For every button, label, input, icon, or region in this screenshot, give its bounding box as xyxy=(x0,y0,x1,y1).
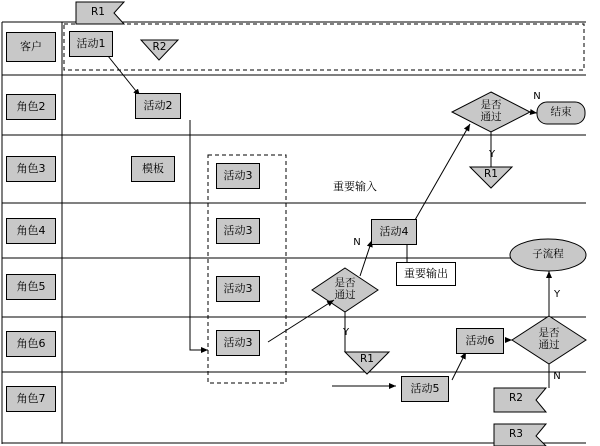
terminator-subprocess: 子流程 xyxy=(532,248,564,261)
task-activity-3-a[interactable]: 活动3 xyxy=(216,163,260,189)
edge-label-n-1: N xyxy=(533,90,541,102)
edge-label-y-1: Y xyxy=(488,148,496,160)
reference-r2-top: R2 xyxy=(152,40,167,53)
task-activity-3-c[interactable]: 活动3 xyxy=(216,276,260,302)
task-activity-3-d[interactable]: 活动3 xyxy=(216,330,260,356)
reference-r1-mid: R1 xyxy=(484,168,498,181)
reference-r1-top: R1 xyxy=(91,6,105,19)
lane-label-1: 客户 xyxy=(6,32,56,62)
annotation-key-input: 重要输入 xyxy=(333,180,377,193)
terminator-end: 结束 xyxy=(550,106,572,119)
task-template[interactable]: 模板 xyxy=(131,156,175,182)
decision-approve-2[interactable]: 是否 通过 xyxy=(334,277,356,301)
edge-label-y-2: Y xyxy=(342,326,350,338)
edge-label-y-3: Y xyxy=(553,288,561,300)
task-activity-2[interactable]: 活动2 xyxy=(135,93,181,119)
reference-r2-bottom: R2 xyxy=(509,392,523,405)
reference-r1-bottom: R1 xyxy=(360,353,374,366)
decision-approve-1[interactable]: 是否 通过 xyxy=(480,99,502,123)
decision-approve-3[interactable]: 是否 通过 xyxy=(538,327,560,351)
task-activity-1[interactable]: 活动1 xyxy=(69,31,113,57)
lane-label-5: 角色5 xyxy=(6,274,56,300)
task-activity-6[interactable]: 活动6 xyxy=(456,328,504,354)
edge-label-n-2: N xyxy=(353,236,361,248)
task-key-output[interactable]: 重要输出 xyxy=(396,262,456,286)
lane-label-4: 角色4 xyxy=(6,218,56,244)
lane-label-7: 角色7 xyxy=(6,386,56,412)
task-activity-5[interactable]: 活动5 xyxy=(401,376,449,402)
reference-r3-bottom: R3 xyxy=(509,428,523,441)
task-activity-3-b[interactable]: 活动3 xyxy=(216,218,260,244)
task-activity-4[interactable]: 活动4 xyxy=(371,219,417,245)
edge-label-n-3: N xyxy=(553,370,561,382)
lane-label-2: 角色2 xyxy=(6,94,56,120)
lane-label-6: 角色6 xyxy=(6,331,56,357)
lane-label-3: 角色3 xyxy=(6,156,56,182)
